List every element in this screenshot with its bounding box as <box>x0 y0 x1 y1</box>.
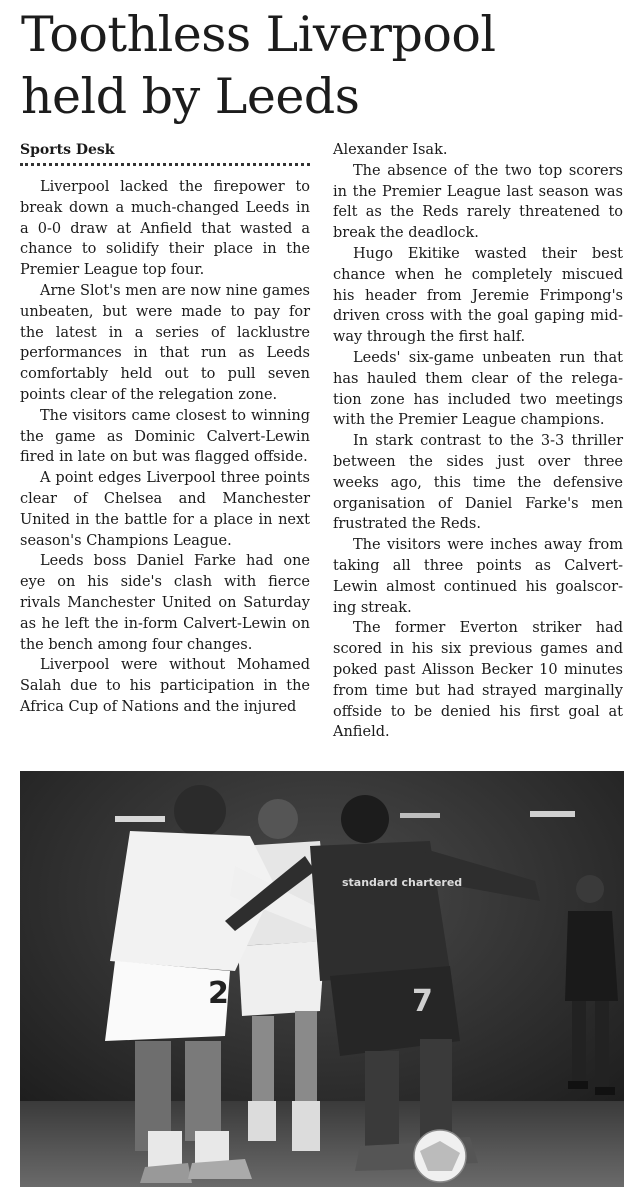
football <box>414 1130 466 1182</box>
article-paragraph: In stark contrast to the 3-3 thriller between the sides just over three weeks ago, this time the defensive organisation of Daniel Farke's men frustrated the Reds. <box>333 433 623 533</box>
article-paragraph: Arne Slot's men are now nine games unbeaten, but were made to pay for the latest in a series of lacklustre performances in that run as Leeds comfortably held out to pull seven points clear of the relegation zone. <box>20 282 310 403</box>
article-column-left <box>20 140 310 718</box>
article-paragraph: A point edges Liverpool three points clear of Chelsea and Manchester United in the battle for a place in next season's Champions League. <box>20 470 310 549</box>
article-paragraph: Leeds boss Daniel Farke had one eye on his side's clash with fierce rivals Manchester United on Saturday as he left the in-form Calvert-Lewin on the bench among four changes. <box>20 553 310 653</box>
headline-line-2: held by Leeds <box>21 68 360 125</box>
article-column-right <box>333 140 623 743</box>
headline-line-1: Toothless Liverpool <box>21 6 496 63</box>
match-photo <box>20 771 624 1187</box>
headline <box>21 4 631 128</box>
article-paragraph: Liverpool lacked the firepower to break down a much-changed Leeds in a 0-0 draw at Anfield that wasted a chance to solidify their place in the Premier League top four. <box>20 179 310 279</box>
article-paragraph-continued: Alexander Isak. <box>333 142 448 158</box>
shirt-number-right: 7 <box>412 984 433 1019</box>
article-paragraph: The visitors were inches away from taking all three points as Calvert-Lewin almost continued his goalscoring streak. <box>333 537 623 616</box>
byline: Sports Desk <box>20 140 310 166</box>
article-paragraph: Liverpool were without Mohamed Salah due to his participation in the Africa Cup of Nations and the injured <box>20 657 310 715</box>
shirt-sponsor-text: standard chartered <box>342 876 463 889</box>
article-paragraph: Leeds' six-game unbeaten run that has hauled them clear of the relegation zone has included two meetings with the Premier League champions. <box>333 349 623 429</box>
article-paragraph: Hugo Ekitike wasted their best chance when he completely miscued his header from Jeremie Frimpong's driven cross with the goal gaping midway through the first half. <box>333 245 623 346</box>
article-paragraph: The former Everton striker had scored in his six previous games and poked past Alisson Becker 10 minutes from time but had strayed marginally offside to be denied his first goal at Anfield. <box>333 620 623 741</box>
shirt-number-left: 2 <box>208 976 229 1011</box>
article-paragraph: The absence of the two top scorers in the Premier League last season was felt as the Reds rarely threatened to break the deadlock. <box>333 162 623 242</box>
article-paragraph: The visitors came closest to winning the game as Dominic Calvert-Lewin fired in late on but was flagged offside. <box>20 407 310 466</box>
